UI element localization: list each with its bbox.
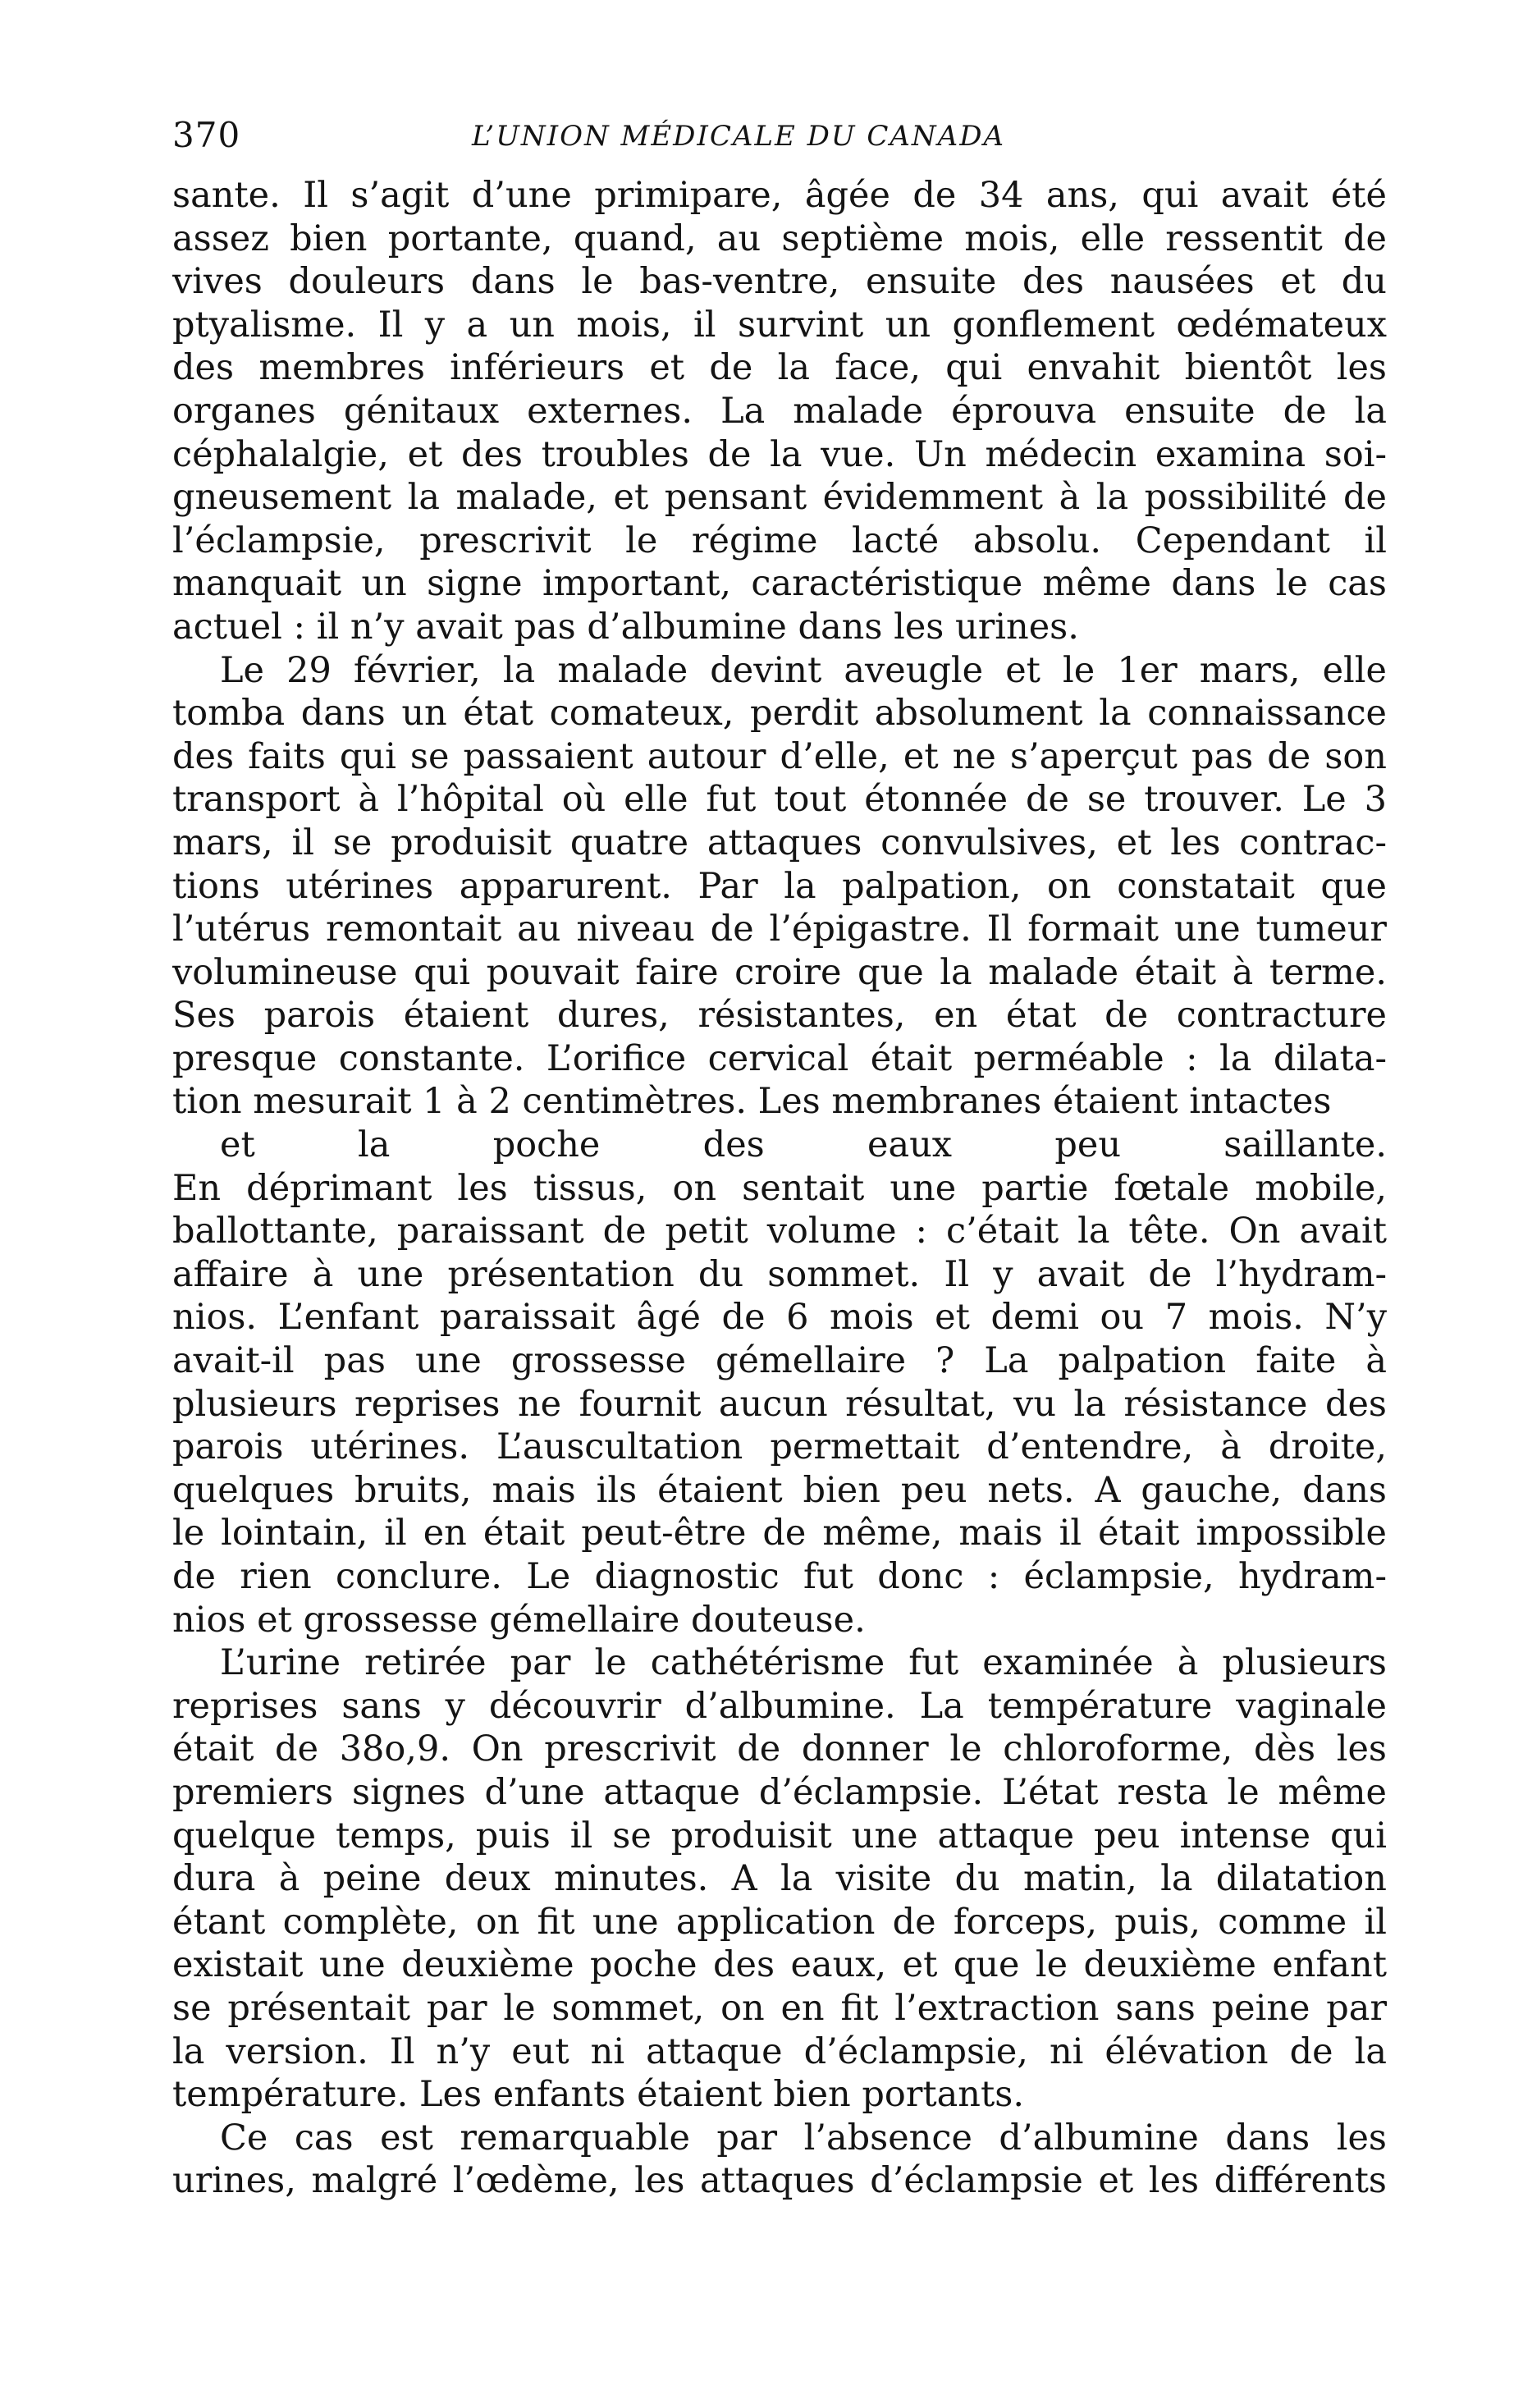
text-line: actuel : il n’y avait pas d’albumine dans les urines. xyxy=(172,606,1079,648)
text-line: transport à l’hôpital où elle fut tout étonnée de se trouver. Le 3 xyxy=(172,779,1387,821)
text-line: Le 29 février, la malade devint aveugle et le 1er mars, elle xyxy=(220,649,1387,691)
text-line: des faits qui se passaient autour d’elle, et ne s’aperçut pas de son xyxy=(172,735,1387,777)
text-line: et la poche des eaux peu saillante. xyxy=(220,1124,1387,1166)
text-line: dura à peine deux minutes. A la visite du matin, la dilatation xyxy=(172,1858,1387,1900)
text-line: température. Les enfants étaient bien portants. xyxy=(172,2074,1025,2116)
text-line: Ses parois étaient dures, résistantes, en état de contracture xyxy=(172,995,1387,1037)
text-line: sante. Il s’agit d’une primipare, âgée de 34 ans, qui avait été xyxy=(172,175,1387,216)
text-line: l’éclampsie, prescrivit le régime lacté absolu. Cependant il xyxy=(172,520,1387,561)
page-number: 370 xyxy=(172,115,241,155)
text-line: des membres inférieurs et de la face, qui envahit bientôt les xyxy=(172,347,1387,389)
text-line: céphalalgie, et des troubles de la vue. Un médecin examina soi- xyxy=(172,433,1387,475)
text-line: ptyalisme. Il y a un mois, il survint un gonflement œdémateux xyxy=(172,304,1387,346)
text-line: tion mesurait 1 à 2 centimètres. Les membranes étaient intactes xyxy=(172,1081,1332,1123)
text-line: ballottante, paraissant de petit volume : c’était la tête. On avait xyxy=(172,1211,1387,1252)
text-line: manquait un signe important, caractéristique même dans le cas xyxy=(172,563,1387,605)
text-line: de rien conclure. Le diagnostic fut donc : éclampsie, hydram- xyxy=(172,1556,1387,1597)
text-line: quelques bruits, mais ils étaient bien peu nets. A gauche, dans xyxy=(172,1469,1387,1511)
page-header xyxy=(172,115,1395,164)
text-line: était de 38o,9. On prescrivit de donner le chloroforme, dès les xyxy=(172,1728,1387,1770)
text-line: avait-il pas une grossesse gémellaire ? La palpation faite à xyxy=(172,1340,1387,1382)
text-line: nios et grossesse gémellaire douteuse. xyxy=(172,1599,866,1641)
text-line: étant complète, on fit une application de forceps, puis, comme il xyxy=(172,1901,1387,1943)
text-line: assez bien portante, quand, au septième mois, elle ressentit de xyxy=(172,217,1387,259)
text-line: presque constante. L’orifice cervical était perméable : la dilata- xyxy=(172,1037,1387,1079)
text-line: plusieurs reprises ne fournit aucun résultat, vu la résistance des xyxy=(172,1383,1387,1425)
text-line: vives douleurs dans le bas-ventre, ensuite des nausées et du xyxy=(172,261,1387,303)
text-line: urines, malgré l’œdème, les attaques d’éclampsie et les différents xyxy=(172,2160,1387,2202)
text-line: tomba dans un état comateux, perdit absolument la connaissance xyxy=(172,693,1387,735)
text-line: premiers signes d’une attaque d’éclampsie. L’état resta le même xyxy=(172,1771,1387,1813)
text-line: parois utérines. L’auscultation permettait d’entendre, à droite, xyxy=(172,1426,1387,1468)
running-title: L’UNION MÉDICALE DU CANADA xyxy=(472,120,1006,153)
body-text xyxy=(172,174,1387,2203)
text-line: volumineuse qui pouvait faire croire que la malade était à terme. xyxy=(172,951,1387,993)
text-line: En déprimant les tissus, on sentait une partie fœtale mobile, xyxy=(172,1167,1387,1209)
text-line: Ce cas est remarquable par l’absence d’albumine dans les xyxy=(220,2117,1387,2159)
text-line: le lointain, il en était peut-être de même, mais il était impossible xyxy=(172,1513,1387,1554)
text-line: quelque temps, puis il se produisit une attaque peu intense qui xyxy=(172,1815,1387,1856)
text-line: se présentait par le sommet, on en fit l’extraction sans peine par xyxy=(172,1987,1387,2029)
text-line: affaire à une présentation du sommet. Il y avait de l’hydram- xyxy=(172,1253,1387,1295)
text-line: la version. Il n’y eut ni attaque d’éclampsie, ni élévation de la xyxy=(172,2030,1387,2072)
text-line: mars, il se produisit quatre attaques convulsives, et les contrac- xyxy=(172,822,1387,863)
text-line: tions utérines apparurent. Par la palpation, on constatait que xyxy=(172,865,1387,907)
text-line: L’urine retirée par le cathétérisme fut examinée à plusieurs xyxy=(220,1642,1387,1684)
text-line: l’utérus remontait au niveau de l’épigastre. Il formait une tumeur xyxy=(172,909,1387,950)
text-line: gneusement la malade, et pensant évidemment à la possibilité de xyxy=(172,477,1387,519)
text-line: reprises sans y découvrir d’albumine. La température vaginale xyxy=(172,1685,1387,1727)
text-line: organes génitaux externes. La malade éprouva ensuite de la xyxy=(172,390,1387,432)
text-line: nios. L’enfant paraissait âgé de 6 mois et demi ou 7 mois. N’y xyxy=(172,1297,1387,1339)
text-line: existait une deuxième poche des eaux, et que le deuxième enfant xyxy=(172,1944,1387,1986)
